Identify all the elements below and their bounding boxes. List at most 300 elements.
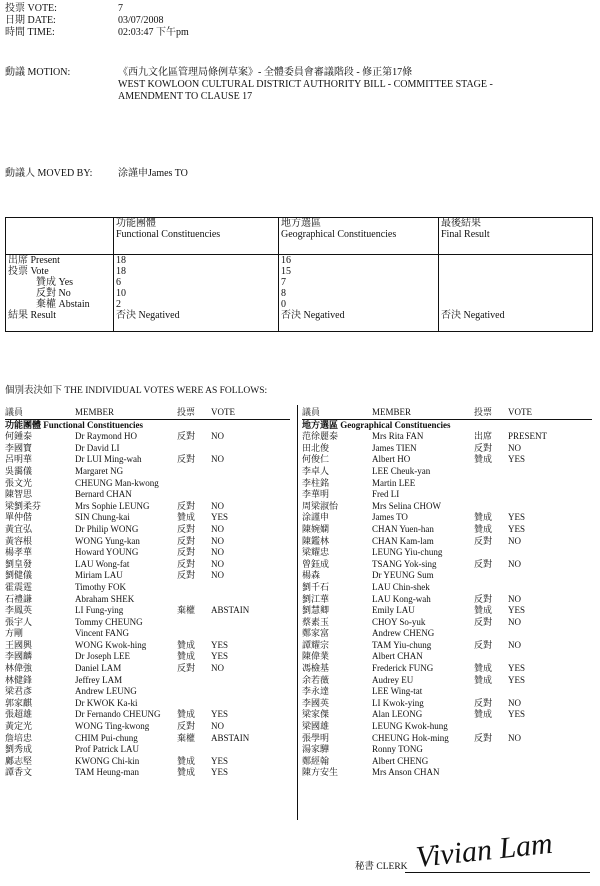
member-name-zh: 呂明華 — [5, 454, 33, 465]
vote-zh: 反對 — [177, 721, 196, 732]
member-name-zh: 王國興 — [5, 639, 33, 650]
vote-en: YES — [211, 767, 229, 778]
member-name-en: Frederick FUNG — [372, 663, 434, 674]
row-label-result: 結果 Result — [8, 310, 57, 321]
vote-en: YES — [211, 639, 229, 650]
motion-line-1: 《西九文化區管理局條例草案》- 全體委員會審議階段 - 修正第17條 — [118, 67, 413, 78]
table-row — [5, 431, 290, 443]
date-value: 03/07/2008 — [118, 15, 164, 26]
member-zh-header: 議員 — [5, 407, 24, 417]
table-row — [5, 663, 290, 675]
vote-en: NO — [211, 523, 224, 534]
member-name-en: Howard YOUNG — [75, 547, 139, 558]
member-en-header: MEMBER — [75, 407, 115, 417]
result-table-corner — [6, 218, 114, 255]
member-name-en: CHIM Pui-chung — [75, 732, 138, 743]
table-row — [5, 721, 290, 733]
vote-en-header: VOTE — [211, 407, 235, 417]
vote-zh: 反對 — [177, 558, 196, 569]
vote-zh: 贊成 — [177, 767, 196, 778]
member-name-en: SIN Chung-kai — [75, 512, 130, 523]
vote-zh: 反對 — [474, 593, 493, 604]
vote-en: NO — [211, 500, 224, 511]
vote-en: YES — [211, 755, 229, 766]
vote-zh: 贊成 — [474, 663, 493, 674]
member-name-zh: 鄺志堅 — [5, 755, 33, 766]
member-name-en: Albert CHENG — [372, 755, 429, 766]
vote-en: NO — [211, 570, 224, 581]
vote-en: YES — [508, 454, 526, 465]
column-divider — [297, 405, 298, 820]
vote-en: NO — [508, 558, 521, 569]
member-name-en: LI Fung-ying — [75, 605, 124, 616]
table-row — [302, 454, 592, 466]
vote-zh: 反對 — [177, 431, 196, 442]
geographical-result: 否決 Negatived — [281, 310, 345, 321]
final-column-header — [439, 218, 593, 255]
vote-en: YES — [211, 709, 229, 720]
vote-en: YES — [508, 605, 526, 616]
motion-label: 動議 MOTION: — [5, 67, 71, 78]
vote-zh: 贊成 — [177, 639, 196, 650]
member-name-zh: 楊森 — [302, 570, 321, 581]
vote-en-header: VOTE — [508, 407, 532, 417]
table-row — [5, 733, 290, 745]
table-row — [302, 594, 592, 606]
row-label-abstain: 棄權 Abstain — [36, 299, 90, 310]
table-row — [302, 489, 592, 501]
table-row — [302, 605, 592, 617]
member-name-zh: 詹培忠 — [5, 732, 33, 743]
member-name-en: KWONG Chi-kin — [75, 755, 140, 766]
member-name-en: Margaret NG — [75, 465, 124, 476]
table-row — [5, 594, 290, 606]
member-name-en: Dr YEUNG Sum — [372, 570, 434, 581]
table-row — [5, 443, 290, 455]
vote-zh: 贊成 — [474, 709, 493, 720]
geographical-vote: 15 — [281, 266, 291, 277]
vote-zh: 贊成 — [474, 454, 493, 465]
member-name-zh: 黃宜弘 — [5, 523, 33, 534]
table-row — [302, 744, 592, 756]
member-name-zh: 張超雄 — [5, 709, 33, 720]
motion-line-3: AMENDMENT TO CLAUSE 17 — [118, 91, 253, 102]
member-name-zh: 鄭家富 — [302, 628, 330, 639]
member-name-en: TAM Yiu-chung — [372, 639, 432, 650]
member-name-en: Dr Philip WONG — [75, 523, 139, 534]
table-row — [302, 443, 592, 455]
final-header-zh: 最後結果 — [441, 218, 481, 229]
vote-zh: 贊成 — [474, 605, 493, 616]
member-name-zh: 方剛 — [5, 628, 24, 639]
table-row — [5, 686, 290, 698]
member-name-en: TAM Heung-man — [75, 767, 140, 778]
geographical-votes — [302, 407, 592, 779]
table-row — [5, 512, 290, 524]
vote-zh: 反對 — [474, 558, 493, 569]
vote-en: NO — [508, 535, 521, 546]
member-name-zh: 劉慧卿 — [302, 605, 330, 616]
member-zh-header: 議員 — [302, 407, 321, 417]
member-name-en: LAU Kong-wah — [372, 593, 431, 604]
member-name-en: LEE Cheuk-yan — [372, 465, 431, 476]
member-name-zh: 譚香文 — [5, 767, 33, 778]
member-name-zh: 陳方安生 — [302, 767, 339, 778]
member-name-en: WONG Kwok-hing — [75, 639, 147, 650]
row-label-no: 反對 No — [36, 288, 71, 299]
member-name-zh: 李永達 — [302, 686, 330, 697]
functional-abstain: 2 — [116, 299, 121, 310]
individual-votes-title: 個別表決如下 THE INDIVIDUAL VOTES WERE AS FOLLOWS: — [5, 386, 268, 396]
table-row — [302, 756, 592, 768]
member-name-en: Ronny TONG — [372, 744, 423, 755]
member-name-en: Audrey EU — [372, 674, 414, 685]
vote-en: NO — [508, 732, 521, 743]
member-name-zh: 劉健儀 — [5, 570, 33, 581]
member-name-zh: 譚耀宗 — [302, 639, 330, 650]
table-row — [302, 733, 592, 745]
member-name-zh: 周梁淑怡 — [302, 500, 339, 511]
member-name-zh: 梁耀忠 — [302, 547, 330, 558]
member-name-en: Dr Fernando CHEUNG — [75, 709, 161, 720]
clerk-signature-text: Vivian Lam — [414, 826, 555, 874]
member-name-en: Dr Joseph LEE — [75, 651, 130, 662]
vote-zh: 棄權 — [177, 732, 196, 743]
table-row — [5, 559, 290, 571]
vote-zh: 反對 — [474, 732, 493, 743]
final-header-en: Final Result — [441, 229, 490, 240]
member-name-en: Dr LUI Ming-wah — [75, 454, 142, 465]
table-row — [302, 640, 592, 652]
table-row — [302, 686, 592, 698]
member-name-zh: 劉秀成 — [5, 744, 33, 755]
vote-zh: 贊成 — [177, 651, 196, 662]
vote-zh: 贊成 — [177, 755, 196, 766]
member-name-zh: 湯家驊 — [302, 744, 330, 755]
table-row — [302, 617, 592, 629]
result-table — [5, 217, 593, 332]
member-name-zh: 林偉強 — [5, 663, 33, 674]
vote-en: YES — [508, 709, 526, 720]
member-name-en: Vincent FANG — [75, 628, 130, 639]
functional-column-header — [114, 218, 279, 255]
vote-zh: 反對 — [177, 663, 196, 674]
table-row — [5, 582, 290, 594]
vote-en: NO — [508, 442, 521, 453]
member-name-en: Dr David LI — [75, 442, 120, 453]
clerk-label: 秘書 CLERK — [355, 862, 408, 872]
member-name-en: Albert CHAN — [372, 651, 423, 662]
vote-en: YES — [508, 523, 526, 534]
table-row — [302, 524, 592, 536]
vote-zh-header: 投票 — [474, 407, 493, 417]
member-name-en: CHAN Yuen-han — [372, 523, 434, 534]
member-name-zh: 陳偉業 — [302, 651, 330, 662]
functional-group-title: 功能團體 Functional Constituencies — [5, 419, 144, 430]
member-name-en: Martin LEE — [372, 477, 416, 488]
table-row — [302, 628, 592, 640]
final-result: 否決 Negatived — [441, 310, 505, 321]
vote-zh-header: 投票 — [177, 407, 196, 417]
vote-en: ABSTAIN — [211, 732, 250, 743]
member-name-en: Prof Patrick LAU — [75, 744, 139, 755]
vote-zh: 反對 — [474, 697, 493, 708]
vote-en: YES — [508, 674, 526, 685]
member-name-zh: 劉皇發 — [5, 558, 33, 569]
member-name-zh: 劉千石 — [302, 581, 330, 592]
vote-zh: 出席 — [474, 431, 493, 442]
vote-en: NO — [211, 454, 224, 465]
vote-zh: 棄權 — [177, 605, 196, 616]
member-name-zh: 馮檢基 — [302, 663, 330, 674]
table-row — [5, 628, 290, 640]
member-name-zh: 梁國雄 — [302, 721, 330, 732]
table-row — [302, 431, 592, 443]
table-row — [5, 536, 290, 548]
member-name-zh: 陳鑑林 — [302, 535, 330, 546]
vote-zh: 反對 — [177, 500, 196, 511]
table-row — [5, 651, 290, 663]
table-row — [302, 559, 592, 571]
date-label: 日期 DATE: — [5, 15, 56, 26]
vote-zh: 反對 — [474, 442, 493, 453]
member-name-zh: 田北俊 — [302, 442, 330, 453]
member-name-en: LI Kwok-ying — [372, 697, 424, 708]
table-row — [5, 501, 290, 513]
member-name-zh: 李國麟 — [5, 651, 33, 662]
member-name-zh: 楊孝華 — [5, 547, 33, 558]
geographical-header-zh: 地方選區 — [281, 218, 321, 229]
row-label-present: 出席 Present — [8, 255, 60, 266]
member-name-zh: 單仲偕 — [5, 512, 33, 523]
functional-votes — [5, 407, 290, 779]
table-row — [5, 454, 290, 466]
member-name-en: Fred LI — [372, 489, 400, 500]
vote-en: NO — [211, 535, 224, 546]
member-name-en: WONG Ting-kwong — [75, 721, 150, 732]
member-name-en: LAU Wong-fat — [75, 558, 130, 569]
table-row — [302, 698, 592, 710]
member-name-en: Mrs Anson CHAN — [372, 767, 440, 778]
vote-zh: 贊成 — [177, 512, 196, 523]
time-value: 02:03:47 下午pm — [118, 27, 189, 38]
member-name-en: LEE Wing-tat — [372, 686, 423, 697]
table-row — [5, 709, 290, 721]
member-name-en: Timothy FOK — [75, 581, 126, 592]
member-en-header: MEMBER — [372, 407, 412, 417]
vote-en: YES — [211, 512, 229, 523]
vote-en: NO — [508, 593, 521, 604]
vote-zh: 贊成 — [177, 709, 196, 720]
functional-header-en: Functional Constituencies — [116, 229, 221, 240]
moved-by-label: 動議人 MOVED BY: — [5, 168, 93, 179]
motion-line-2: WEST KOWLOON CULTURAL DISTRICT AUTHORITY BILL - COMMITTEE STAGE - — [118, 79, 493, 90]
geographical-present: 16 — [281, 255, 291, 266]
member-name-en: LEUNG Kwok-hung — [372, 721, 448, 732]
table-row — [5, 570, 290, 582]
table-row — [5, 617, 290, 629]
row-labels — [6, 255, 114, 332]
vote-number-label: 投票 VOTE: — [5, 3, 57, 14]
member-name-zh: 曾鈺成 — [302, 558, 330, 569]
vote-zh: 反對 — [474, 535, 493, 546]
table-row — [302, 721, 592, 733]
table-row — [302, 582, 592, 594]
vote-zh: 反對 — [474, 616, 493, 627]
member-name-zh: 李國寶 — [5, 442, 33, 453]
table-row — [5, 547, 290, 559]
member-name-zh: 張學明 — [302, 732, 330, 743]
vote-en: NO — [211, 558, 224, 569]
member-name-zh: 梁劉柔芬 — [5, 500, 42, 511]
table-row — [5, 698, 290, 710]
member-name-en: CHOY So-yuk — [372, 616, 426, 627]
functional-result: 否決 Negatived — [116, 310, 180, 321]
vote-zh: 贊成 — [474, 674, 493, 685]
member-name-zh: 李卓人 — [302, 465, 330, 476]
vote-en: NO — [508, 616, 521, 627]
vote-en: ABSTAIN — [211, 605, 250, 616]
member-name-en: Mrs Rita FAN — [372, 431, 424, 442]
vote-en: NO — [211, 721, 224, 732]
geographical-no: 8 — [281, 288, 286, 299]
vote-en: YES — [211, 651, 229, 662]
member-name-en: LEUNG Yiu-chung — [372, 547, 443, 558]
table-row — [5, 466, 290, 478]
vote-zh: 反對 — [474, 639, 493, 650]
member-name-en: Dr Raymond HO — [75, 431, 137, 442]
vote-en: YES — [508, 663, 526, 674]
member-name-en: CHEUNG Man-kwong — [75, 477, 159, 488]
member-name-en: James TIEN — [372, 442, 417, 453]
member-name-zh: 陳婉嫻 — [302, 523, 330, 534]
table-row — [302, 709, 592, 721]
vote-zh: 贊成 — [474, 512, 493, 523]
member-name-zh: 劉江華 — [302, 593, 330, 604]
member-name-zh: 何鍾泰 — [5, 431, 33, 442]
geographical-header-en: Geographical Constituencies — [281, 229, 397, 240]
member-name-en: CHEUNG Hok-ming — [372, 732, 449, 743]
table-row — [5, 640, 290, 652]
member-name-zh: 霍震霆 — [5, 581, 33, 592]
member-name-en: Andrew LEUNG — [75, 686, 137, 697]
member-name-zh: 陳智思 — [5, 489, 33, 500]
geographical-votes-header — [302, 407, 592, 420]
member-name-zh: 李柱銘 — [302, 477, 330, 488]
moved-by-name: 涂謹申James TO — [118, 168, 188, 179]
geographical-yes: 7 — [281, 277, 286, 288]
table-row — [5, 605, 290, 617]
member-name-zh: 張宇人 — [5, 616, 33, 627]
member-name-en: Emily LAU — [372, 605, 415, 616]
member-name-en: Albert HO — [372, 454, 411, 465]
member-name-zh: 何俊仁 — [302, 454, 330, 465]
member-name-en: WONG Yung-kan — [75, 535, 140, 546]
table-row — [5, 744, 290, 756]
table-row — [302, 663, 592, 675]
table-row — [5, 478, 290, 490]
vote-number: 7 — [118, 3, 123, 14]
table-row — [302, 478, 592, 490]
vote-en: NO — [211, 547, 224, 558]
table-row — [5, 767, 290, 779]
final-results — [439, 255, 593, 332]
functional-votes-header — [5, 407, 290, 420]
functional-vote: 18 — [116, 266, 126, 277]
vote-en: NO — [508, 697, 521, 708]
geographical-column-header — [279, 218, 439, 255]
functional-yes: 6 — [116, 277, 121, 288]
table-row — [302, 466, 592, 478]
member-name-zh: 梁君彥 — [5, 686, 33, 697]
vote-zh: 反對 — [177, 454, 196, 465]
table-row — [302, 547, 592, 559]
table-row — [302, 651, 592, 663]
vote-en: NO — [508, 639, 521, 650]
vote-zh: 反對 — [177, 523, 196, 534]
member-name-zh: 張文光 — [5, 477, 33, 488]
member-name-en: Mrs Sophie LEUNG — [75, 500, 150, 511]
member-name-zh: 涂謹申 — [302, 512, 330, 523]
member-name-zh: 石禮謙 — [5, 593, 33, 604]
member-name-zh: 吳靄儀 — [5, 465, 33, 476]
vote-en: NO — [211, 431, 224, 442]
member-name-en: LAU Chin-shek — [372, 581, 430, 592]
member-name-zh: 蔡素玉 — [302, 616, 330, 627]
member-name-en: Andrew CHENG — [372, 628, 435, 639]
member-name-zh: 余若薇 — [302, 674, 330, 685]
member-name-en: Alan LEONG — [372, 709, 423, 720]
table-row — [5, 675, 290, 687]
table-row — [302, 501, 592, 513]
member-name-en: Tommy CHEUNG — [75, 616, 143, 627]
member-name-zh: 李華明 — [302, 489, 330, 500]
vote-zh: 反對 — [177, 535, 196, 546]
functional-header-zh: 功能團體 — [116, 218, 156, 229]
table-row — [302, 512, 592, 524]
member-name-en: Mrs Selina CHOW — [372, 500, 441, 511]
functional-results — [114, 255, 279, 332]
vote-en: YES — [508, 512, 526, 523]
member-name-zh: 鄭經翰 — [302, 755, 330, 766]
table-row — [5, 489, 290, 501]
vote-zh: 反對 — [177, 570, 196, 581]
table-row — [5, 756, 290, 768]
member-name-zh: 郭家麒 — [5, 697, 33, 708]
member-name-en: Daniel LAM — [75, 663, 122, 674]
row-label-yes: 贊成 Yes — [36, 277, 74, 288]
geographical-results — [279, 255, 439, 332]
functional-no: 10 — [116, 288, 126, 299]
table-row — [302, 536, 592, 548]
member-name-zh: 范徐麗泰 — [302, 431, 339, 442]
table-row — [302, 767, 592, 779]
functional-present: 18 — [116, 255, 126, 266]
member-name-zh: 李國英 — [302, 697, 330, 708]
member-name-zh: 李鳳英 — [5, 605, 33, 616]
member-name-zh: 林健鋒 — [5, 674, 33, 685]
member-name-zh: 黃容根 — [5, 535, 33, 546]
row-label-vote: 投票 Vote — [8, 266, 49, 277]
time-label: 時間 TIME: — [5, 27, 55, 38]
vote-en: PRESENT — [508, 431, 548, 442]
member-name-zh: 黃定光 — [5, 721, 33, 732]
member-name-en: TSANG Yok-sing — [372, 558, 437, 569]
geographical-abstain: 0 — [281, 299, 286, 310]
table-row — [5, 524, 290, 536]
table-row — [302, 570, 592, 582]
table-row — [302, 675, 592, 687]
